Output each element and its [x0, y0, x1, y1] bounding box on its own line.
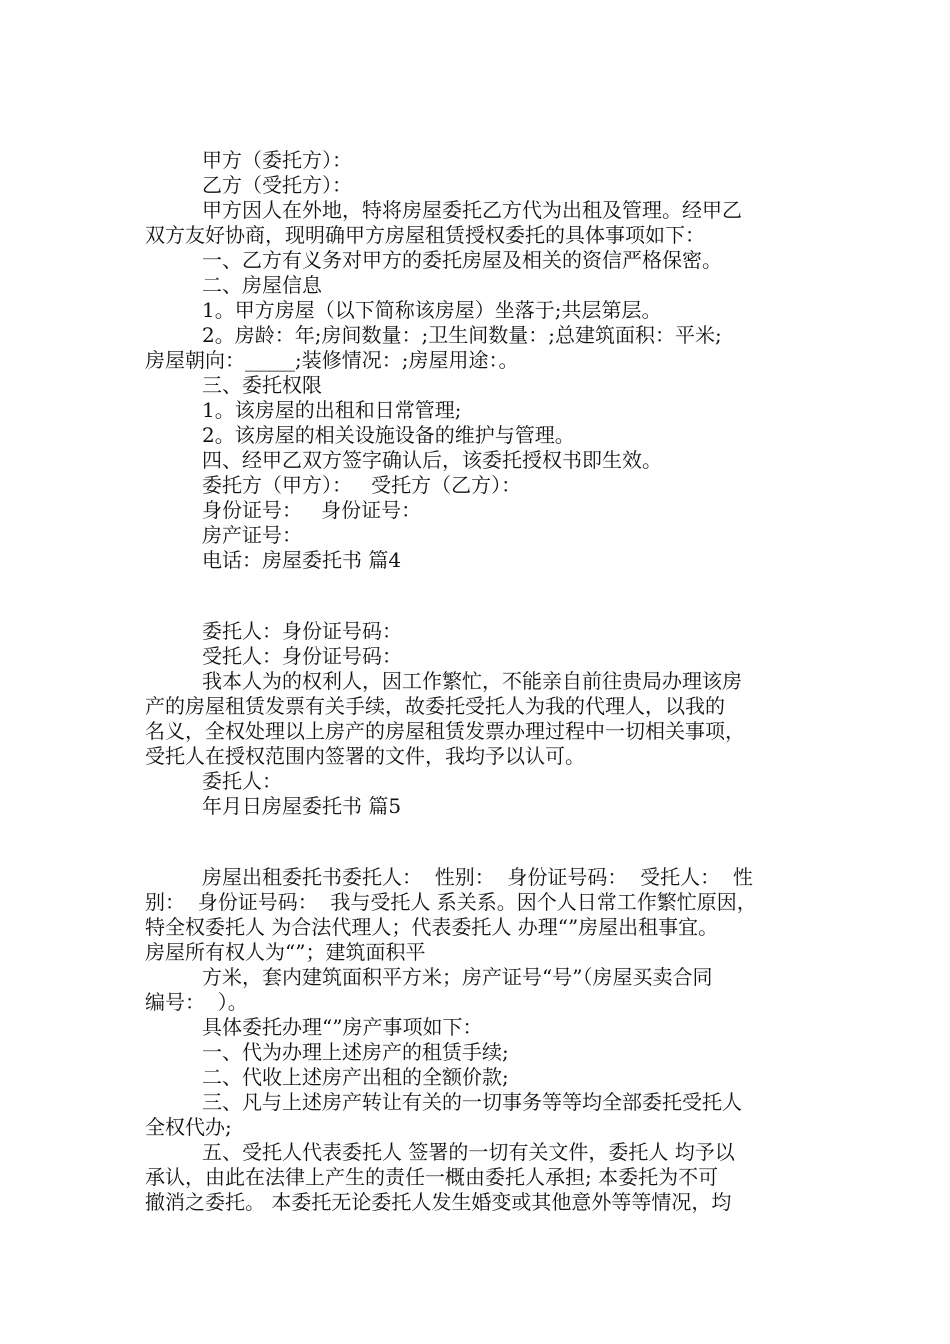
- paragraph-line: 编号： ）。: [145, 990, 248, 1014]
- section-title-4: 电话：房屋委托书 篇4: [202, 548, 402, 572]
- party-b-line: 乙方（受托方）：: [202, 173, 352, 197]
- paragraph-line: 房屋所有权人为“”；建筑面积平: [145, 940, 426, 964]
- paragraph-line: 别： 身份证号码： 我与受托人 系关系。因个人日常工作繁忙原因，: [145, 890, 757, 914]
- paragraph-line: 特全权委托人 为合法代理人；代表委托人 办理“”房屋出租事宜。: [145, 915, 719, 939]
- section-title-5: 年月日房屋委托书 篇5: [202, 794, 402, 818]
- paragraph-line: 我本人为的权利人，因工作繁忙，不能亲自前往贵局办理该房: [202, 669, 742, 693]
- paragraph-line: 受托人在授权范围内签署的文件，我均予以认可。: [145, 744, 585, 768]
- section-heading: 三、委托权限: [202, 373, 322, 397]
- section-gap: [145, 573, 811, 619]
- section-heading: 二、房屋信息: [202, 273, 322, 297]
- clause-line: 2。该房屋的相关设施设备的维护与管理。: [202, 423, 575, 447]
- clause-line: 全权代办;: [145, 1115, 232, 1139]
- clause-line: 一、乙方有义务对甲方的委托房屋及相关的资信严格保密。: [202, 248, 722, 272]
- clause-line: 三、凡与上述房产转让有关的一切事务等等均全部委托受托人: [202, 1090, 742, 1114]
- clause-line: 1。该房屋的出租和日常管理;: [202, 398, 462, 422]
- agent-line: 受托人：身份证号码：: [202, 644, 402, 668]
- paragraph-line: 方米，套内建筑面积平方米；房产证号“号”（房屋买卖合同: [202, 965, 713, 989]
- clause-line: 承认，由此在法律上产生的责任一概由委托人承担; 本委托为不可: [145, 1165, 719, 1189]
- signature-line: 委托方（甲方）： 受托方（乙方）：: [202, 473, 522, 497]
- section-gap: [145, 819, 811, 865]
- principal-line: 委托人：身份证号码：: [202, 619, 402, 643]
- id-number-line: 身份证号： 身份证号：: [202, 498, 422, 522]
- clause-line: 五、受托人代表委托人 签署的一切有关文件，委托人 均予以: [202, 1140, 735, 1164]
- clause-line: 撤消之委托。 本委托无论委托人发生婚变或其他意外等等情况，均: [145, 1190, 732, 1214]
- party-a-line: 甲方（委托方）：: [202, 148, 352, 172]
- paragraph-line: 具体委托办理“”房产事项如下：: [202, 1015, 483, 1039]
- paragraph-line: 房屋出租委托书委托人： 性别： 身份证号码： 受托人： 性: [202, 865, 753, 889]
- clause-line: 2。房龄：年;房间数量：;卫生间数量：;总建筑面积：平米;: [202, 323, 722, 347]
- document-body: [145, 148, 811, 1215]
- principal-signature-line: 委托人：: [202, 769, 282, 793]
- clause-line: 房屋朝向：_____;装修情况：;房屋用途：。: [145, 348, 519, 372]
- paragraph-line: 产的房屋租赁发票有关手续，故委托受托人为我的代理人，以我的: [145, 694, 725, 718]
- paragraph-line: 甲方因人在外地，特将房屋委托乙方代为出租及管理。经甲乙: [202, 198, 742, 222]
- clause-line: 1。甲方房屋（以下简称该房屋）坐落于;共层第层。: [202, 298, 662, 322]
- paragraph-line: 双方友好协商，现明确甲方房屋租赁授权委托的具体事项如下：: [145, 223, 705, 247]
- paragraph-line: 名义，全权处理以上房产的房屋租赁发票办理过程中一切相关事项，: [145, 719, 745, 743]
- clause-line: 四、经甲乙双方签字确认后，该委托授权书即生效。: [202, 448, 662, 472]
- clause-line: 一、代为办理上述房产的租赁手续;: [202, 1040, 509, 1064]
- property-cert-line: 房产证号：: [202, 523, 302, 547]
- clause-line: 二、代收上述房产出租的全额价款;: [202, 1065, 509, 1089]
